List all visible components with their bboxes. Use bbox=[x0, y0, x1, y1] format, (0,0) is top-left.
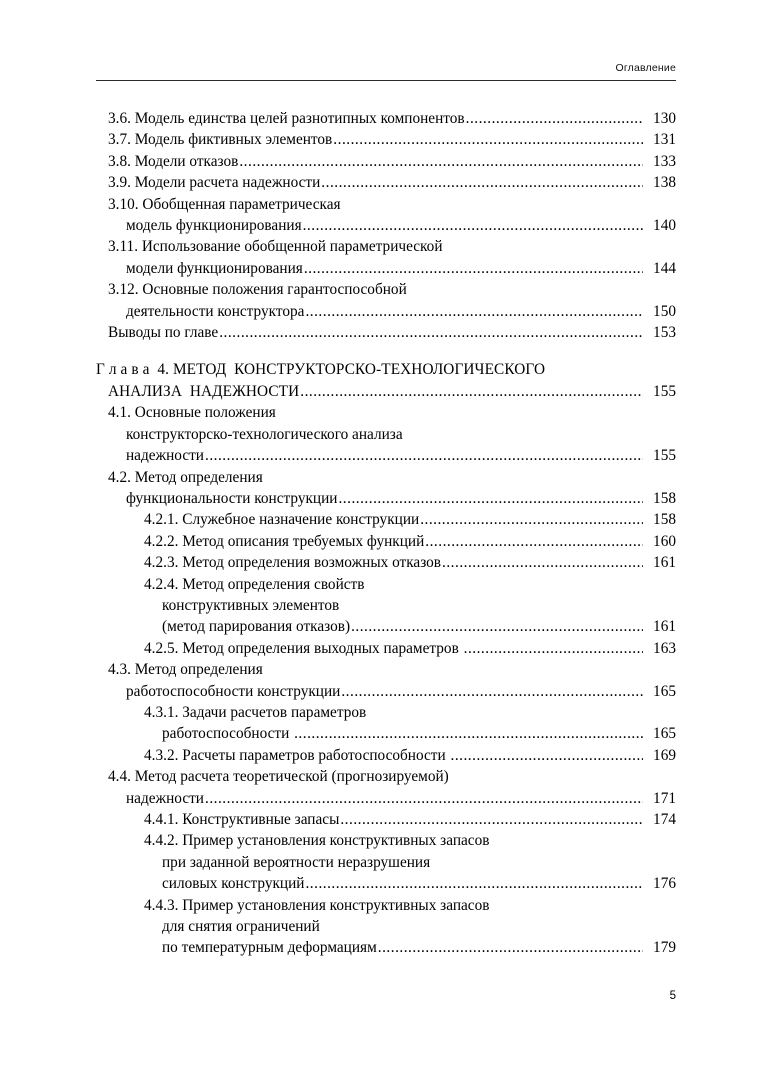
toc-entry-text: конструкторско-технологического анализа bbox=[126, 425, 403, 443]
toc-entry-line bbox=[96, 937, 676, 958]
toc-entry-text: по температурным деформациям bbox=[162, 939, 377, 957]
toc-entry[interactable] bbox=[96, 766, 676, 809]
toc-entry-line bbox=[96, 788, 676, 809]
toc-leader-dots bbox=[351, 616, 643, 637]
toc-entry-line bbox=[96, 616, 676, 637]
running-title: Оглавление bbox=[615, 62, 676, 74]
toc-entry-line bbox=[96, 236, 676, 257]
toc-entry-text: 3.12. Основные положения гарантоспособной bbox=[108, 281, 407, 299]
toc-page-number: 138 bbox=[653, 174, 676, 192]
toc-leader-dots bbox=[333, 129, 643, 150]
toc-entry[interactable] bbox=[96, 702, 676, 745]
toc-page-number: 161 bbox=[653, 618, 676, 636]
toc-entry[interactable] bbox=[96, 830, 676, 894]
toc-entry[interactable] bbox=[96, 467, 676, 510]
toc-page-number: 176 bbox=[653, 875, 676, 893]
toc-entry[interactable] bbox=[96, 194, 676, 237]
table-of-contents bbox=[96, 108, 676, 959]
toc-entry[interactable] bbox=[96, 531, 676, 552]
toc-leader-dots bbox=[338, 488, 643, 509]
toc-page-number: 155 bbox=[653, 382, 676, 400]
toc-page-number: 153 bbox=[653, 324, 676, 342]
toc-entry-line bbox=[96, 809, 676, 830]
toc-entry-text: 4.4.1. Конструктивные запасы bbox=[144, 811, 340, 828]
toc-entry-text: при заданной вероятности неразрушения bbox=[162, 853, 431, 871]
toc-entry-line bbox=[96, 359, 676, 380]
toc-entry-line bbox=[96, 402, 676, 423]
toc-entry-text: для снятия ограничений bbox=[162, 918, 320, 936]
toc-entry-line bbox=[96, 531, 676, 552]
toc-entry[interactable] bbox=[96, 279, 676, 322]
toc-entry-text: 3.11. Использование обобщенной параметрической bbox=[108, 238, 443, 256]
toc-entry-text: 3.8. Модели отказов bbox=[108, 152, 239, 170]
toc-entry-text: работоспособности конструкции bbox=[126, 682, 341, 700]
toc-entry[interactable] bbox=[96, 809, 676, 830]
toc-page-number: 174 bbox=[653, 811, 676, 828]
toc-entry-line bbox=[96, 766, 676, 787]
toc-entry-text: 4.4. Метод расчета теоретической (прогнозируемой) bbox=[108, 768, 449, 786]
toc-page-number: 140 bbox=[653, 217, 676, 235]
toc-entry-text: Выводы по главе bbox=[108, 324, 219, 342]
toc-entry-line bbox=[96, 301, 676, 322]
toc-page-number: 160 bbox=[653, 532, 676, 550]
toc-leader-dots bbox=[304, 258, 643, 279]
toc-entry[interactable] bbox=[96, 745, 676, 766]
toc-entry-text: 4.2.2. Метод описания требуемых функций bbox=[144, 532, 425, 550]
toc-entry-line bbox=[96, 873, 676, 894]
toc-entry[interactable] bbox=[96, 659, 676, 702]
toc-entry-text: 4.2.1. Служебное назначение конструкции bbox=[144, 511, 420, 529]
toc-entry-line bbox=[96, 445, 676, 466]
toc-page-number: 169 bbox=[653, 746, 676, 764]
toc-entry-text: (метод парирования отказов) bbox=[162, 618, 351, 636]
toc-entry-line bbox=[96, 552, 676, 573]
toc-leader-dots bbox=[219, 322, 643, 343]
toc-leader-dots bbox=[420, 509, 643, 530]
toc-entry-line bbox=[96, 681, 676, 702]
toc-leader-dots bbox=[294, 723, 643, 744]
toc-leader-dots bbox=[205, 445, 643, 466]
page-header bbox=[96, 62, 676, 81]
toc-entry-text: функциональности конструкции bbox=[126, 489, 338, 507]
toc-entry-text: 4.2.5. Метод определения выходных параметров bbox=[144, 639, 463, 657]
toc-page-number: 133 bbox=[653, 152, 676, 170]
toc-entry[interactable] bbox=[96, 509, 676, 530]
toc-leader-dots bbox=[305, 301, 643, 322]
toc-entry-text: 4.3.2. Расчеты параметров работоспособности bbox=[144, 746, 450, 764]
toc-entry-line bbox=[96, 638, 676, 659]
toc-entry-line bbox=[96, 467, 676, 488]
toc-page-number: 158 bbox=[653, 489, 676, 507]
toc-entry-line bbox=[96, 595, 676, 616]
toc-entry-text: 4.3.1. Задачи расчетов параметров bbox=[144, 703, 367, 721]
toc-entry-line bbox=[96, 852, 676, 873]
toc-entry-line bbox=[96, 488, 676, 509]
toc-entry-text: 3.10. Обобщенная параметрическая bbox=[108, 195, 341, 213]
toc-entry-line bbox=[96, 702, 676, 723]
toc-entry-line bbox=[96, 279, 676, 300]
toc-leader-dots bbox=[239, 151, 643, 172]
toc-page-number: 165 bbox=[653, 725, 676, 743]
toc-leader-dots bbox=[205, 788, 643, 809]
toc-entry-text: 4.2.3. Метод определения возможных отказов bbox=[144, 554, 442, 572]
toc-entry-text: силовых конструкций bbox=[162, 875, 305, 893]
toc-entry-text: надежности bbox=[126, 789, 204, 807]
toc-entry-text: 4.3. Метод определения bbox=[108, 661, 263, 679]
page-number: 5 bbox=[669, 990, 676, 1002]
toc-entry-line bbox=[96, 151, 676, 172]
toc-leader-dots bbox=[300, 381, 643, 402]
toc-entry-line bbox=[96, 574, 676, 595]
toc-entry-text: 4.4.2. Пример установления конструктивных запасов bbox=[144, 832, 490, 850]
toc-entry-text: 3.6. Модель единства целей разнотипных компонентов bbox=[108, 110, 465, 127]
toc-leader-dots bbox=[464, 638, 643, 659]
toc-entry-text: 3.7. Модель фиктивных элементов bbox=[108, 131, 333, 149]
toc-entry-line bbox=[96, 830, 676, 851]
toc-entry[interactable] bbox=[96, 108, 676, 129]
toc-leader-dots bbox=[442, 552, 643, 573]
toc-leader-dots bbox=[321, 172, 643, 193]
toc-entry-line bbox=[96, 108, 676, 129]
toc-leader-dots bbox=[305, 873, 643, 894]
toc-entry-line bbox=[96, 916, 676, 937]
toc-page-number: 158 bbox=[653, 511, 676, 529]
toc-entry-line bbox=[96, 194, 676, 215]
toc-entry-line bbox=[96, 381, 676, 402]
toc-entry-text: 4.2. Метод определения bbox=[108, 468, 263, 486]
toc-entry[interactable] bbox=[96, 552, 676, 573]
toc-page-number: 171 bbox=[653, 789, 676, 807]
toc-leader-dots bbox=[425, 531, 643, 552]
toc-page-number: 163 bbox=[653, 639, 676, 657]
toc-page-number: 165 bbox=[653, 682, 676, 700]
toc-entry-text: надежности bbox=[126, 447, 204, 465]
toc-entry-text: МЕТОД КОНСТРУКТОРСКО-ТЕХНОЛОГИЧЕСКОГО bbox=[172, 361, 546, 379]
toc-entry[interactable] bbox=[96, 129, 676, 150]
toc-entry-line bbox=[96, 509, 676, 530]
toc-page-number: 155 bbox=[653, 447, 676, 465]
toc-entry-text: АНАЛИЗА НАДЕЖНОСТИ bbox=[108, 382, 300, 400]
toc-entry-text: 4.4.3. Пример установления конструктивных запасов bbox=[144, 896, 490, 914]
toc-entry[interactable] bbox=[96, 895, 676, 959]
toc-entry[interactable] bbox=[96, 172, 676, 193]
toc-entry-line bbox=[96, 745, 676, 766]
toc-entry-text: модель функционирования bbox=[126, 217, 302, 235]
toc-entry-text: 4.1. Основные положения bbox=[108, 404, 276, 422]
toc-leader-dots bbox=[341, 681, 643, 702]
toc-entry-text: конструктивных элементов bbox=[162, 596, 340, 614]
toc-entry-text: 4.2.4. Метод определения свойств bbox=[144, 575, 365, 593]
toc-entry[interactable] bbox=[96, 402, 676, 466]
toc-entry-text: 3.9. Модели расчета надежности bbox=[108, 174, 321, 192]
toc-chapter-label: Г л а в а 4. bbox=[96, 361, 169, 379]
toc-leader-dots bbox=[451, 745, 644, 766]
toc-entry-line bbox=[96, 723, 676, 744]
toc-page-number: 131 bbox=[653, 131, 676, 149]
toc-page-number: 179 bbox=[653, 939, 676, 957]
toc-entry-line bbox=[96, 424, 676, 445]
header-divider bbox=[96, 80, 676, 81]
toc-entry-line bbox=[96, 659, 676, 680]
toc-entry[interactable] bbox=[96, 359, 676, 402]
toc-entry[interactable] bbox=[96, 322, 676, 343]
toc-entry-text: работоспособности bbox=[162, 725, 294, 743]
toc-entry-line bbox=[96, 895, 676, 916]
toc-entry-text: модели функционирования bbox=[126, 259, 303, 277]
toc-entry-text: деятельности конструктора bbox=[126, 302, 305, 320]
toc-leader-dots bbox=[466, 108, 643, 129]
toc-page-number: 161 bbox=[653, 554, 676, 572]
toc-page-number: 130 bbox=[653, 110, 676, 127]
toc-entry-line bbox=[96, 322, 676, 343]
toc-entry[interactable] bbox=[96, 574, 676, 638]
toc-entry-line bbox=[96, 172, 676, 193]
toc-entry-line bbox=[96, 258, 676, 279]
toc-entry[interactable] bbox=[96, 151, 676, 172]
toc-entry[interactable] bbox=[96, 236, 676, 279]
toc-leader-dots bbox=[378, 937, 643, 958]
toc-entry-line bbox=[96, 215, 676, 236]
toc-entry-line bbox=[96, 129, 676, 150]
toc-entry[interactable] bbox=[96, 638, 676, 659]
toc-page-number: 150 bbox=[653, 302, 676, 320]
toc-leader-dots bbox=[303, 215, 643, 236]
toc-page-number: 144 bbox=[653, 259, 676, 277]
toc-leader-dots bbox=[340, 809, 643, 830]
